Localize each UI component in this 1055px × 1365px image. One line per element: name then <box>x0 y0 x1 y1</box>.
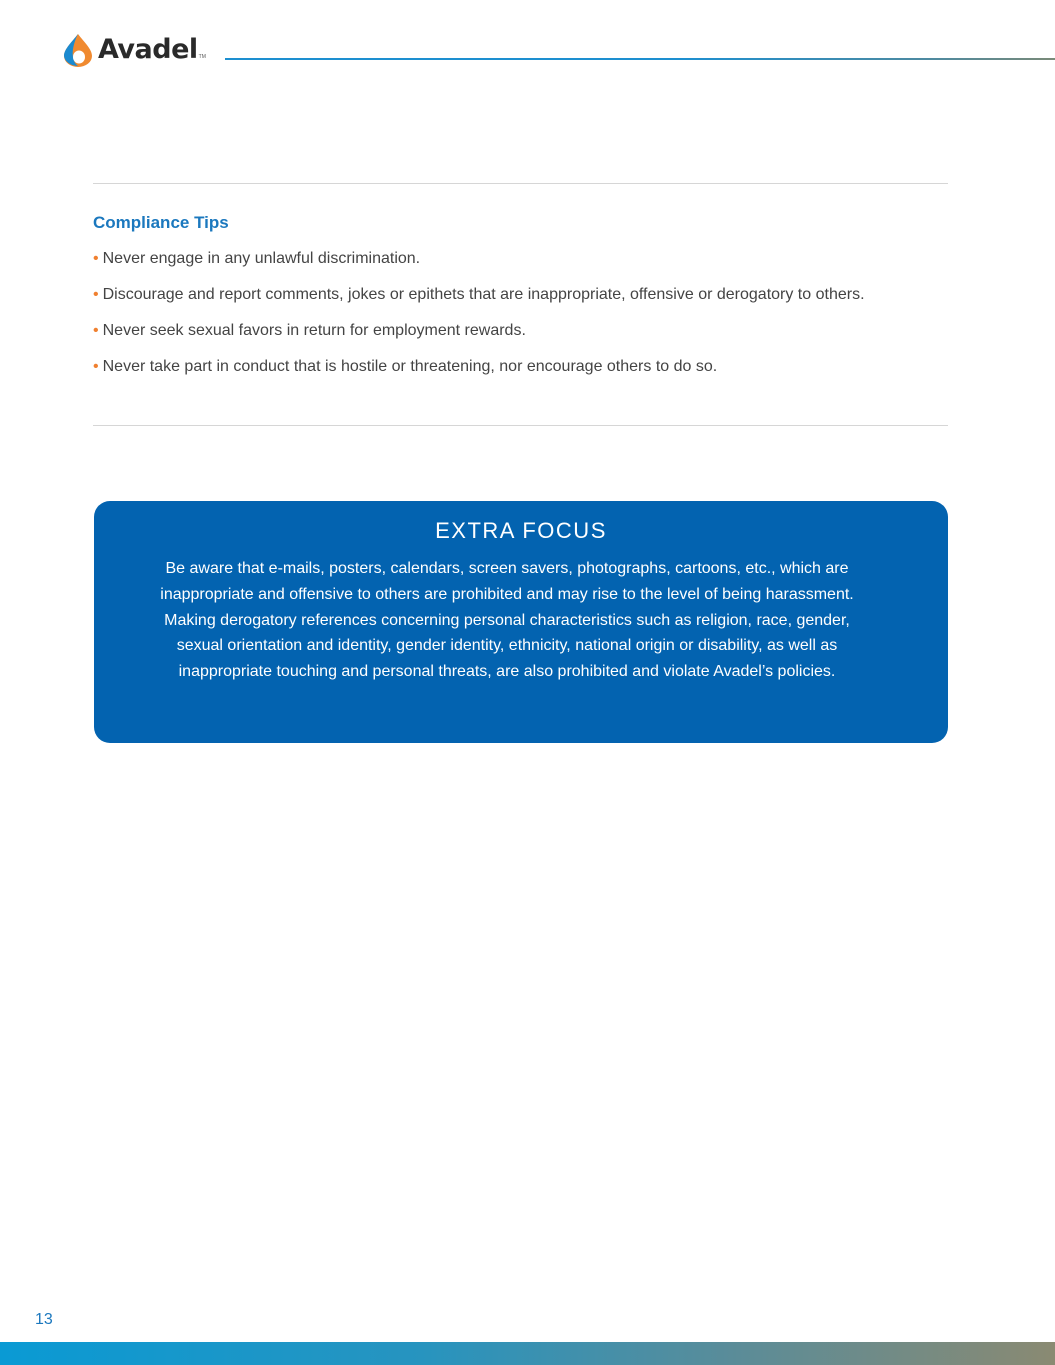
compliance-tips-list <box>93 247 963 391</box>
list-item <box>93 319 963 355</box>
tip-text: Never seek sexual favors in return for employment rewards. <box>102 322 526 339</box>
tip-text: Never engage in any unlawful discrimination. <box>102 250 421 267</box>
section-divider-bottom <box>93 425 948 426</box>
bullet-icon: • <box>93 322 99 339</box>
list-item <box>93 355 963 391</box>
extra-focus-body: Be aware that e-mails, posters, calendars, screen savers, photographs, cartoons, etc., which are inappropriate and offensive to others are prohibited and may rise to the level of being harassment. Making derogatory references concerning personal characteristics such as religion, race, gender, sexual orientation and identity, gender identity, ethnicity, national origin or disability, as well as inappropriate touching and personal threats, are also prohibited and violate Avadel’s policies. <box>160 560 854 681</box>
list-item <box>93 247 963 283</box>
bullet-icon: • <box>93 250 99 267</box>
bullet-icon: • <box>93 358 99 375</box>
compliance-tips-heading: Compliance Tips <box>93 213 229 232</box>
extra-focus-title: EXTRA FOCUS <box>435 518 607 543</box>
company-logo <box>60 32 206 68</box>
footer-bar <box>0 1342 1055 1365</box>
extra-focus-callout <box>94 501 948 743</box>
logo-trademark: TM <box>198 54 206 60</box>
logo-text: Avadel <box>98 34 198 65</box>
tip-text: Never take part in conduct that is hostile or threatening, nor encourage others to do so. <box>102 358 718 375</box>
header-rule <box>225 58 1055 60</box>
bullet-icon: • <box>93 286 99 303</box>
page-number: 13 <box>35 1311 53 1328</box>
tip-text: Discourage and report comments, jokes or epithets that are inappropriate, offensive or derogatory to others. <box>102 286 865 303</box>
list-item <box>93 283 963 319</box>
section-divider-top <box>93 183 948 184</box>
droplet-logo-icon <box>60 32 96 68</box>
